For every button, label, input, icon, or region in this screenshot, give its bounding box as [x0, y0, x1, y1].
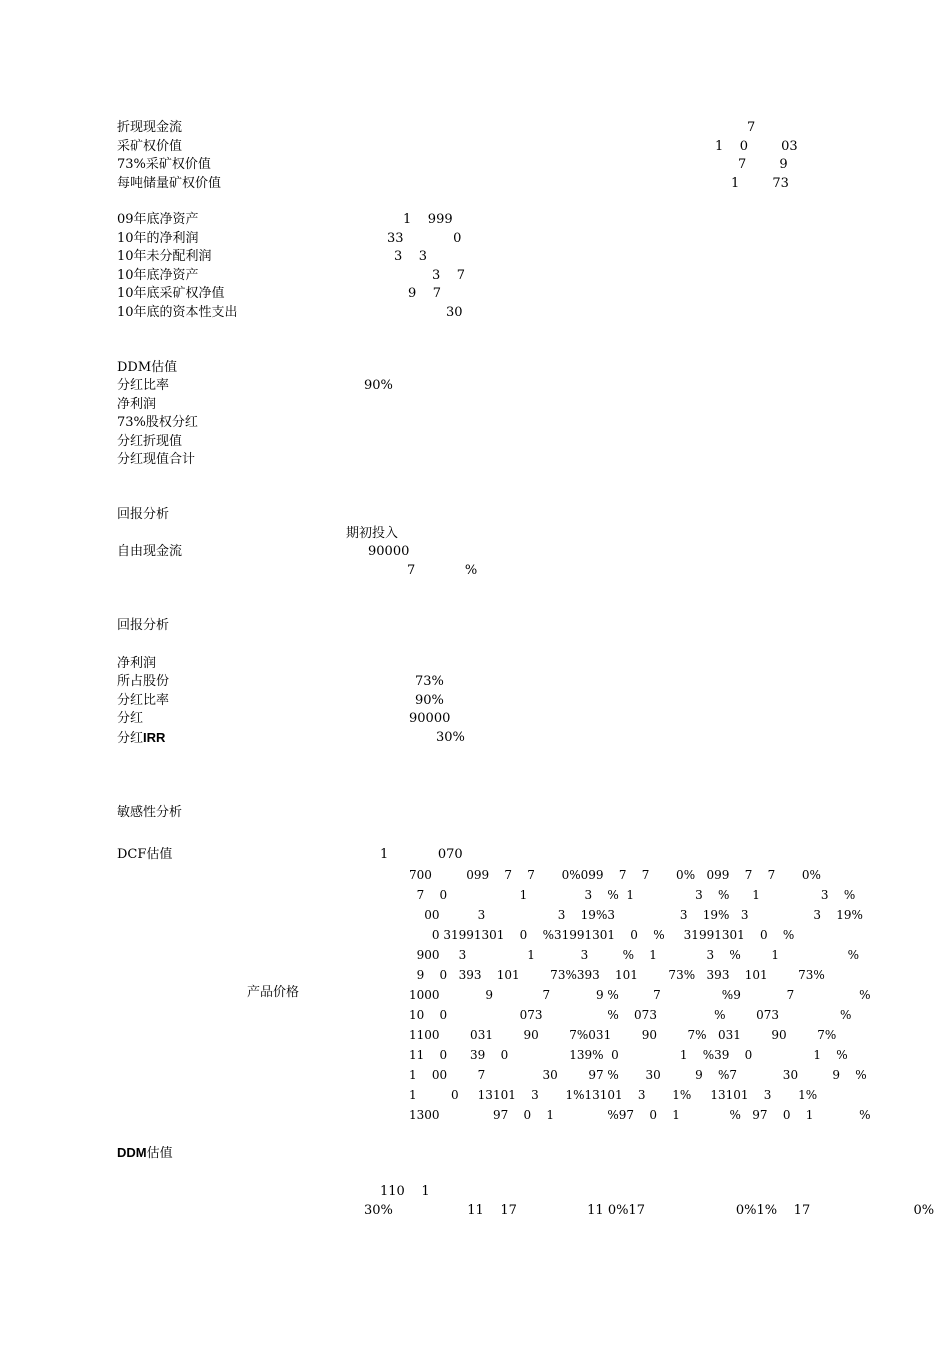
return1-fcf-label: 自由现金流: [117, 544, 183, 559]
dividend-irr-bold: IRR: [143, 730, 166, 745]
dcf-table-row: 11 0 39 0 139% 0 1 %39 0 1 %: [409, 1048, 848, 1062]
ddm-dividend-pv-total-label: 分红现值合计: [117, 452, 196, 467]
return2-share-label: 所占股份: [117, 674, 170, 689]
net-assets-10-label: 10年底净资产: [117, 268, 199, 283]
return2-share-value: 73%: [415, 674, 444, 689]
dcf-table-row: 7 0 1 3 % 1 3 % 1 3 %: [409, 888, 856, 902]
dcf-table-row: 1 0 13101 3 1%13101 3 1% 13101 3 1%: [409, 1088, 818, 1102]
ddm-dividend-73-label: 73%股权分红: [117, 415, 198, 430]
ddm-sensitivity-label: [117, 1145, 173, 1162]
mining-right-value-label: 采矿权价值: [117, 139, 183, 154]
return2-dividend-value: 90000: [409, 711, 451, 726]
ddm-sensitivity-row: 30% 11 17 11 0%17 0%1% 17 0%: [364, 1203, 935, 1218]
mining-right-73-label: 73%采矿权价值: [117, 157, 211, 172]
discounted-cf-value: 7: [747, 120, 756, 135]
per-ton-value-value: 1 73: [731, 176, 789, 191]
net-assets-09-label: 09年底净资产: [117, 212, 199, 227]
capex-10-value: 30: [446, 305, 463, 320]
dcf-table-row: 1100 031 90 7%031 90 7% 031 90 7%: [409, 1028, 837, 1042]
mining-net-10-label: 10年底采矿权净值: [117, 286, 225, 301]
return2-payout-value: 90%: [415, 693, 444, 708]
dividend-irr-prefix: 分红: [117, 731, 144, 746]
discounted-cf-label: 折现现金流: [117, 120, 183, 135]
net-assets-10-value: 3 7: [432, 268, 466, 283]
return2-payout-label: 分红比率: [117, 693, 170, 708]
dcf-table-row: 700 099 7 7 0%099 7 7 0% 099 7 7 0%: [409, 868, 821, 882]
return1-title: 回报分析: [117, 507, 170, 522]
undistributed-10-value: 3 3: [394, 249, 428, 264]
dcf-row-label-product-price: 产品价格: [247, 985, 300, 1000]
dcf-table-row: 10 0 073 % 073 % 073 %: [409, 1008, 852, 1022]
ddm-dividend-pv-label: 分红折现值: [117, 434, 183, 449]
net-assets-09-value: 1 999: [403, 212, 453, 227]
undistributed-10-label: 10年未分配利润: [117, 249, 212, 264]
dcf-table-row: 0 31991301 0 %31991301 0 % 31991301 0 %: [409, 928, 795, 942]
dcf-table-row: 1300 97 0 1 %97 0 1 % 97 0 1 %: [409, 1108, 871, 1122]
return2-title: 回报分析: [117, 618, 170, 633]
sensitivity-title: 敏感性分析: [117, 805, 183, 820]
mining-net-10-value: 9 7: [408, 286, 442, 301]
return1-irr-line: 7 %: [407, 563, 478, 578]
return1-fcf-value: 90000: [368, 544, 410, 559]
dcf-sensitivity-label: DCF估值: [117, 847, 173, 862]
ddm-payout-label: 分红比率: [117, 378, 170, 393]
dcf-table-row: 00 3 3 19%3 3 19% 3 3 19%: [409, 908, 863, 922]
mining-right-value-value: 1 0 03: [715, 139, 798, 154]
net-profit-10-label: 10年的净利润: [117, 231, 199, 246]
ddm-payout-value: 90%: [364, 378, 393, 393]
dcf-sensitivity-header: 1 070: [380, 847, 463, 862]
mining-right-73-value: 7 9: [738, 157, 788, 172]
dcf-table-row: 1 00 7 30 97 % 30 9 %7 30 9 %: [409, 1068, 867, 1082]
dcf-table-row: 1000 9 7 9 % 7 %9 7 %: [409, 988, 871, 1002]
dcf-table-row: 9 0 393 101 73%393 101 73% 393 101 73%: [409, 968, 825, 982]
return1-initial-investment: 期初投入: [346, 526, 399, 541]
ddm-title: DDM估值: [117, 360, 178, 375]
capex-10-label: 10年底的资本性支出: [117, 305, 238, 320]
per-ton-value-label: 每吨储量矿权价值: [117, 176, 222, 191]
ddm-bold-part: DDM: [117, 1145, 147, 1160]
return2-net-profit-label: 净利润: [117, 656, 157, 671]
dcf-table-row: 900 3 1 3 % 1 3 % 1 %: [409, 948, 860, 962]
return2-dividend-irr-label: [117, 730, 165, 747]
net-profit-10-value: 33 0: [387, 231, 462, 246]
ddm-net-profit-label: 净利润: [117, 397, 157, 412]
ddm-sensitivity-header: 110 1: [380, 1184, 430, 1199]
return2-dividend-irr-value: 30%: [436, 730, 465, 745]
return2-dividend-label: 分红: [117, 711, 144, 726]
ddm-rest-part: 估值: [146, 1146, 173, 1161]
